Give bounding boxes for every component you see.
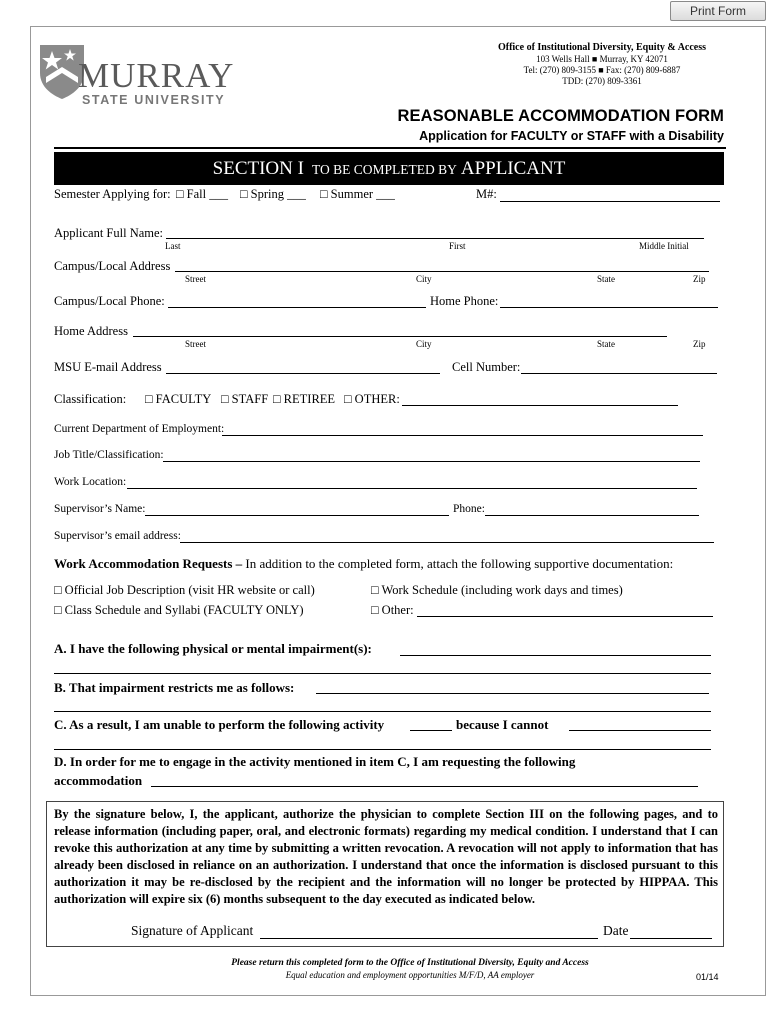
question-c-cannot: because I cannot (456, 717, 549, 732)
question-d-field[interactable] (151, 786, 698, 787)
campus-phone-label: Campus/Local Phone: (54, 294, 165, 308)
section-text: TO BE COMPLETED BY (311, 162, 457, 177)
question-c-cannot-field[interactable] (569, 730, 711, 731)
supervisor-name-label: Supervisor’s Name: (54, 503, 146, 515)
other-doc-checkbox[interactable]: □ Other: (371, 603, 414, 617)
office-info (440, 42, 764, 87)
classification-staff-checkbox[interactable]: □ STAFF (221, 392, 269, 406)
name-first-caption: First (449, 241, 466, 251)
question-c-activity-field[interactable] (410, 730, 452, 731)
office-tdd: TDD: (270) 809-3361 (562, 76, 642, 86)
authorization-text: By the signature below, I, the applicant, authorize the physician to complete Section III on the following pages, and to release information (including paper, oral, and electronic formats) regarding my medical condition. I understand that I can revoke this authorization at any time by submitting a written revocation. A revocation will not apply to information that has already been disclosed in reliance on an authorization. I understand that once the information is disclosed pursuant to this authorization it may be re-disclosed by the recipient and the information will no longer be protected by HIPPAA. This authorization will expire six (6) months subsequent to the day executed as indicated below. (54, 807, 718, 906)
question-b-field[interactable] (316, 693, 709, 694)
campus-zip-caption: Zip (693, 274, 706, 284)
form-subtitle: Application for FACULTY or STAFF with a Disability (419, 129, 724, 143)
classification-faculty-checkbox[interactable]: □ FACULTY (145, 392, 212, 406)
semester-summer-checkbox[interactable]: □ Summer ___ (320, 187, 395, 201)
email-label: MSU E-mail Address (54, 360, 162, 374)
home-street-caption: Street (185, 339, 206, 349)
work-schedule-checkbox[interactable]: □ Work Schedule (including work days and times) (371, 583, 623, 597)
campus-city-caption: City (416, 274, 432, 284)
work-requests-heading: Work Accommodation Requests – (54, 556, 243, 571)
home-address-label: Home Address (54, 324, 128, 338)
date-label: Date (603, 923, 629, 938)
header-rule (54, 147, 726, 149)
signature-field[interactable] (260, 938, 598, 939)
home-address-field[interactable] (133, 336, 667, 337)
campus-street-caption: Street (185, 274, 206, 284)
question-b: B. That impairment restricts me as follows: (54, 680, 295, 695)
classification-retiree-checkbox[interactable]: □ RETIREE (273, 392, 336, 406)
other-doc-field[interactable] (417, 616, 713, 617)
campus-phone-field[interactable] (168, 307, 426, 308)
work-location-label: Work Location: (54, 476, 127, 488)
classification-other-field[interactable] (402, 405, 678, 406)
semester-label: Semester Applying for: (54, 187, 171, 201)
campus-address-field[interactable] (175, 271, 709, 272)
home-phone-label: Home Phone: (430, 294, 499, 308)
date-field[interactable] (630, 938, 712, 939)
semester-fall-checkbox[interactable]: □ Fall ___ (176, 187, 228, 201)
department-field[interactable] (222, 435, 703, 436)
home-state-caption: State (597, 339, 615, 349)
campus-state-caption: State (597, 274, 615, 284)
name-middle-caption: Middle Initial (639, 241, 689, 251)
question-d-accommodation: accommodation (54, 773, 143, 788)
logo-subtitle: STATE UNIVERSITY (82, 93, 226, 107)
question-a-field[interactable] (400, 655, 711, 656)
semester-spring-checkbox[interactable]: □ Spring ___ (240, 187, 306, 201)
classification-label: Classification: (54, 392, 127, 406)
home-phone-field[interactable] (500, 307, 718, 308)
job-title-field[interactable] (163, 461, 700, 462)
section-number: SECTION I (212, 158, 304, 179)
work-requests-text: In addition to the completed form, attach the following supportive documentation: (245, 556, 674, 571)
signature-label: Signature of Applicant (131, 923, 254, 938)
work-requests-line (54, 556, 673, 572)
section-header (54, 152, 724, 185)
work-location-field[interactable] (127, 488, 697, 489)
question-a-field-2[interactable] (54, 673, 711, 674)
question-d: D. In order for me to engage in the activity mentioned in item C, I am requesting the following (54, 754, 576, 769)
full-name-label: Applicant Full Name: (54, 226, 164, 240)
email-field[interactable] (166, 373, 440, 374)
class-schedule-checkbox[interactable]: □ Class Schedule and Syllabi (FACULTY ONLY) (54, 603, 304, 617)
eeo-statement: Equal education and employment opportunities M/F/D, AA employer (285, 970, 535, 980)
department-label: Current Department of Employment: (54, 423, 225, 435)
logo-wordmark: MURRAY (78, 56, 235, 95)
office-phone: Tel: (270) 809-3155 ■ Fax: (270) 809-6887 (523, 65, 681, 75)
office-title: Office of Institutional Diversity, Equity & Access (497, 42, 707, 53)
cell-label: Cell Number: (452, 360, 521, 374)
supervisor-name-field[interactable] (145, 515, 449, 516)
print-form-button[interactable]: Print Form (670, 1, 766, 21)
cell-field[interactable] (521, 373, 717, 374)
question-c-field-2[interactable] (54, 749, 711, 750)
m-number-field[interactable] (500, 201, 720, 202)
office-address: 103 Wells Hall ■ Murray, KY 42071 (536, 54, 668, 64)
full-name-field[interactable] (166, 238, 704, 239)
name-last-caption: Last (165, 241, 181, 251)
question-c-activity: C. As a result, I am unable to perform the following activity (54, 717, 385, 732)
return-instructions: Please return this completed form to the Office of Institutional Diversity, Equity and Access (231, 958, 589, 968)
supervisor-email-label: Supervisor’s email address: (54, 530, 181, 542)
job-title-label: Job Title/Classification: (54, 449, 164, 461)
question-a: A. I have the following physical or mental impairment(s): (54, 641, 372, 656)
supervisor-phone-label: Phone: (453, 503, 485, 515)
m-number-label: M#: (476, 187, 497, 201)
section-applicant: APPLICANT (460, 158, 566, 179)
supervisor-email-field[interactable] (180, 542, 714, 543)
classification-other-checkbox[interactable]: □ OTHER: (344, 392, 400, 406)
question-b-field-2[interactable] (54, 711, 711, 712)
job-description-checkbox[interactable]: □ Official Job Description (visit HR website or call) (54, 583, 315, 597)
supervisor-phone-field[interactable] (485, 515, 699, 516)
form-title: REASONABLE ACCOMMODATION FORM (397, 107, 724, 125)
form-version: 01/14 (696, 972, 719, 982)
home-zip-caption: Zip (693, 339, 706, 349)
campus-address-label: Campus/Local Address (54, 259, 171, 273)
home-city-caption: City (416, 339, 432, 349)
